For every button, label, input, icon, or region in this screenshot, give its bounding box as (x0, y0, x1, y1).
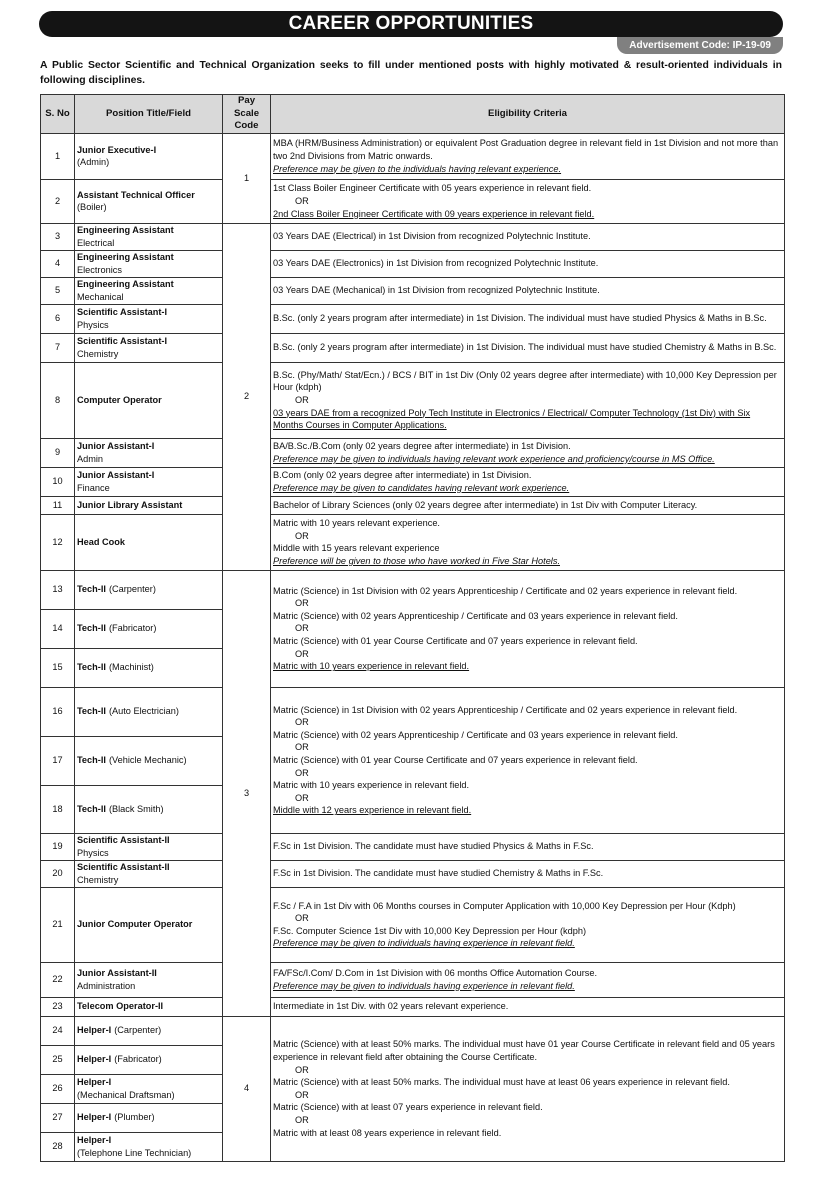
eligibility-criteria (271, 467, 785, 496)
eligibility-criteria (271, 860, 785, 887)
pay-scale-code: 2 (223, 223, 271, 570)
row-position (75, 1074, 223, 1103)
row-serial-number: 24 (41, 1016, 75, 1045)
position-field: (Admin) (77, 157, 110, 168)
row-position (75, 570, 223, 609)
row-position (75, 1103, 223, 1132)
position-field: Physics (77, 319, 109, 330)
position-field: (Auto Electrician) (108, 706, 179, 717)
position-title: Scientific Assistant-I (77, 336, 168, 347)
criteria-or-separator: OR (295, 767, 309, 778)
criteria-line: Matric (Science) in 1st Division with 02 years Apprenticeship / Certificate and 02 years experience in relevant field. (273, 704, 738, 715)
table-row (41, 333, 785, 362)
position-field: (Vehicle Mechanic) (108, 755, 187, 766)
position-field: Chemistry (77, 874, 119, 885)
row-position (75, 362, 223, 438)
row-position (75, 304, 223, 333)
table-row (41, 962, 785, 997)
position-title: Telecom Operator-II (77, 1001, 164, 1012)
criteria-line: Matric (Science) with at least 50% marks. The individual must have 01 year Course Certificate in relevant field and 05 years experience in relevant field after obtaining the Course Certificate. (273, 1039, 775, 1062)
criteria-line: MBA (HRM/Business Administration) or equivalent Post Graduation degree in relevant field in 1st Division and not more than two 2nd Divisions from Matric onwards. (273, 138, 779, 161)
row-serial-number: 14 (41, 609, 75, 648)
row-serial-number: 25 (41, 1045, 75, 1074)
position-title: Junior Assistant-I (77, 470, 155, 481)
table-header-row (41, 95, 785, 134)
eligibility-criteria (271, 333, 785, 362)
position-field: Mechanical (77, 291, 124, 302)
header-pay-scale-code: Pay Scale Code (223, 95, 271, 134)
table-row (41, 687, 785, 736)
row-serial-number: 15 (41, 648, 75, 687)
position-title: Tech-II (77, 584, 106, 595)
row-serial-number: 19 (41, 833, 75, 860)
row-serial-number: 28 (41, 1132, 75, 1161)
criteria-line: FA/FSc/I.Com/ D.Com in 1st Division with 06 months Office Automation Course. (273, 968, 598, 979)
criteria-line: BA/B.Sc./B.Com (only 02 years degree after intermediate) in 1st Division. (273, 441, 571, 452)
eligibility-criteria (271, 514, 785, 570)
header-eligibility: Eligibility Criteria (271, 95, 785, 134)
row-serial-number: 12 (41, 514, 75, 570)
criteria-line: Matric (Science) with at least 07 years experience in relevant field. (273, 1102, 543, 1113)
position-title: Engineering Assistant (77, 279, 174, 290)
position-title: Junior Computer Operator (77, 919, 193, 930)
row-serial-number: 10 (41, 467, 75, 496)
position-title: Scientific Assistant-II (77, 862, 170, 873)
criteria-line: Matric with at least 08 years experience in relevant field. (273, 1127, 502, 1138)
position-field: (Plumber) (114, 1112, 155, 1123)
table-row (41, 250, 785, 277)
criteria-line: Preference may be given to individuals having experience in relevant field. (273, 980, 575, 991)
position-title: Tech-II (77, 803, 106, 814)
advertisement-code-badge: Advertisement Code: IP-19-09 (617, 37, 783, 54)
row-serial-number: 7 (41, 333, 75, 362)
row-position (75, 609, 223, 648)
position-title: Junior Executive-I (77, 144, 157, 155)
criteria-or-separator: OR (295, 598, 309, 609)
criteria-or-separator: OR (295, 1064, 309, 1075)
position-field: Electronics (77, 264, 122, 275)
eligibility-criteria (271, 223, 785, 250)
eligibility-criteria (271, 277, 785, 304)
position-field: (Black Smith) (108, 803, 164, 814)
row-position (75, 133, 223, 179)
eligibility-criteria (271, 438, 785, 467)
row-serial-number: 5 (41, 277, 75, 304)
row-position (75, 438, 223, 467)
table-row (41, 277, 785, 304)
criteria-line: Middle with 12 years experience in relevant field. (273, 805, 472, 816)
criteria-line: 1st Class Boiler Engineer Certificate with 05 years experience in relevant field. (273, 183, 592, 194)
criteria-or-separator: OR (295, 648, 309, 659)
header-position: Position Title/Field (75, 95, 223, 134)
position-title: Helper-I (77, 1054, 112, 1065)
criteria-line: Preference may be given to individuals having experience in relevant field. (273, 938, 575, 949)
position-title: Helper-I (77, 1025, 112, 1036)
criteria-or-separator: OR (295, 394, 309, 405)
criteria-line: Preference may be given to candidates having relevant work experience. (273, 482, 570, 493)
row-position (75, 1045, 223, 1074)
row-serial-number: 17 (41, 736, 75, 785)
eligibility-criteria (271, 304, 785, 333)
criteria-or-separator: OR (295, 717, 309, 728)
criteria-line: 03 Years DAE (Mechanical) in 1st Division from recognized Polytechnic Institute. (273, 285, 600, 296)
position-title: Tech-II (77, 706, 106, 717)
eligibility-criteria (271, 362, 785, 438)
criteria-or-separator: OR (295, 1114, 309, 1125)
criteria-line: F.Sc in 1st Division. The candidate must have studied Chemistry & Maths in F.Sc. (273, 868, 604, 879)
criteria-line: F.Sc in 1st Division. The candidate must have studied Physics & Maths in F.Sc. (273, 841, 594, 852)
criteria-line: Matric (Science) with 02 years Apprenticeship / Certificate and 03 years experience in relevant field. (273, 729, 678, 740)
table-row (41, 133, 785, 179)
row-serial-number: 2 (41, 179, 75, 223)
position-title: Junior Library Assistant (77, 499, 183, 510)
table-row (41, 514, 785, 570)
criteria-line: Preference will be given to those who have worked in Five Star Hotels. (273, 555, 560, 566)
row-position (75, 962, 223, 997)
posts-table (40, 94, 785, 1162)
position-field: (Fabricator) (108, 623, 157, 634)
row-serial-number: 23 (41, 997, 75, 1016)
row-position (75, 514, 223, 570)
position-field: (Telephone Line Technician) (77, 1147, 192, 1158)
position-title: Helper-I (77, 1135, 112, 1146)
row-serial-number: 16 (41, 687, 75, 736)
eligibility-criteria (271, 997, 785, 1016)
position-field: Electrical (77, 237, 115, 248)
page-title: CAREER OPPORTUNITIES (39, 11, 783, 37)
criteria-line: Preference may be given to individuals having relevant work experience and proficiency/course in MS Office. (273, 453, 715, 464)
eligibility-criteria (271, 887, 785, 962)
intro-paragraph: A Public Sector Scientific and Technical Organization seeks to fill under mentioned posts with highly motivated & result-oriented individuals in following disciplines. (40, 60, 782, 86)
position-field: (Machinist) (108, 662, 154, 673)
row-position (75, 277, 223, 304)
table-row (41, 438, 785, 467)
row-position (75, 648, 223, 687)
table-row (41, 304, 785, 333)
position-title: Engineering Assistant (77, 252, 174, 263)
position-field: Finance (77, 482, 110, 493)
row-serial-number: 6 (41, 304, 75, 333)
table-row (41, 833, 785, 860)
position-title: Tech-II (77, 755, 106, 766)
table-row (41, 179, 785, 223)
pay-scale-code: 3 (223, 570, 271, 1016)
table-row (41, 1016, 785, 1045)
position-title: Computer Operator (77, 394, 162, 405)
row-position (75, 997, 223, 1016)
position-title: Assistant Technical Officer (77, 189, 195, 200)
row-position (75, 1132, 223, 1161)
criteria-line: B.Com (only 02 years degree after intermediate) in 1st Division. (273, 470, 532, 481)
row-serial-number: 22 (41, 962, 75, 997)
row-serial-number: 18 (41, 785, 75, 833)
position-field: (Boiler) (77, 202, 107, 213)
row-serial-number: 8 (41, 362, 75, 438)
table-row (41, 223, 785, 250)
criteria-line: Matric (Science) with 01 year Course Certificate and 07 years experience in relevant field. (273, 754, 638, 765)
position-title: Scientific Assistant-I (77, 307, 168, 318)
row-position (75, 223, 223, 250)
table-row (41, 570, 785, 609)
row-serial-number: 20 (41, 860, 75, 887)
row-position (75, 736, 223, 785)
row-position (75, 833, 223, 860)
row-position (75, 887, 223, 962)
position-title: Engineering Assistant (77, 225, 174, 236)
criteria-line: Matric with 10 years experience in relevant field. (273, 780, 470, 791)
position-field: (Mechanical Draftsman) (77, 1089, 175, 1100)
row-serial-number: 1 (41, 133, 75, 179)
criteria-or-separator: OR (295, 623, 309, 634)
position-title: Junior Assistant-II (77, 968, 157, 979)
row-serial-number: 21 (41, 887, 75, 962)
position-field: Physics (77, 847, 109, 858)
eligibility-criteria (271, 962, 785, 997)
criteria-or-separator: OR (295, 742, 309, 753)
position-title: Head Cook (77, 536, 125, 547)
row-serial-number: 3 (41, 223, 75, 250)
eligibility-criteria (271, 133, 785, 179)
criteria-line: Middle with 15 years relevant experience (273, 543, 440, 554)
row-position (75, 1016, 223, 1045)
criteria-line: Matric with 10 years experience in relevant field. (273, 661, 470, 672)
table-row (41, 887, 785, 962)
position-title: Tech-II (77, 623, 106, 634)
criteria-or-separator: OR (295, 913, 309, 924)
row-serial-number: 9 (41, 438, 75, 467)
table-row (41, 496, 785, 514)
row-position (75, 250, 223, 277)
criteria-line: Matric (Science) in 1st Division with 02 years Apprenticeship / Certificate and 02 years experience in relevant field. (273, 585, 738, 596)
row-position (75, 496, 223, 514)
criteria-or-separator: OR (295, 530, 309, 541)
row-position (75, 687, 223, 736)
row-serial-number: 26 (41, 1074, 75, 1103)
table-row (41, 362, 785, 438)
criteria-line: Matric with 10 years relevant experience. (273, 518, 440, 529)
row-position (75, 785, 223, 833)
position-title: Tech-II (77, 662, 106, 673)
row-position (75, 860, 223, 887)
table-row (41, 997, 785, 1016)
pay-scale-code: 1 (223, 133, 271, 223)
row-serial-number: 4 (41, 250, 75, 277)
eligibility-criteria (271, 570, 785, 687)
position-field: (Fabricator) (114, 1054, 162, 1065)
position-title: Helper-I (77, 1112, 112, 1123)
position-field: (Carpenter) (114, 1025, 162, 1036)
criteria-line: B.Sc. (Phy/Math/ Stat/Ecn.) / BCS / BIT in 1st Div (Only 02 years degree after intermediate) with 10,000 Key Depression per Hour (kdph) (273, 369, 777, 393)
criteria-or-separator: OR (295, 792, 309, 803)
position-title: Helper-I (77, 1077, 112, 1088)
position-title: Junior Assistant-I (77, 441, 155, 452)
criteria-line: F.Sc. Computer Science 1st Div with 10,000 Key Depression per Hour (kdph) (273, 925, 587, 936)
eligibility-criteria (271, 1016, 785, 1161)
criteria-line: F.Sc / F.A in 1st Div with 06 Months courses in Computer Application with 10,000 Key Depression per Hour (Kdph) (273, 900, 736, 911)
pay-scale-code: 4 (223, 1016, 271, 1161)
row-position (75, 179, 223, 223)
row-position (75, 467, 223, 496)
criteria-line: B.Sc. (only 2 years program after intermediate) in 1st Division. The individual must have studied Chemistry & Maths in B.Sc. (273, 342, 777, 353)
criteria-line: B.Sc. (only 2 years program after intermediate) in 1st Division. The individual must have studied Physics & Maths in B.Sc. (273, 313, 767, 324)
row-position (75, 333, 223, 362)
eligibility-criteria (271, 833, 785, 860)
position-field: (Carpenter) (108, 584, 156, 595)
eligibility-criteria (271, 687, 785, 833)
table-row (41, 467, 785, 496)
criteria-line: Matric (Science) with at least 50% marks. The individual must have at least 06 years experience in relevant field. (273, 1077, 730, 1088)
criteria-line: 03 Years DAE (Electrical) in 1st Division from recognized Polytechnic Institute. (273, 231, 591, 242)
criteria-line: 2nd Class Boiler Engineer Certificate with 09 years experience in relevant field. (273, 208, 595, 219)
criteria-or-separator: OR (295, 195, 309, 206)
header-sno: S. No (41, 95, 75, 134)
row-serial-number: 11 (41, 496, 75, 514)
criteria-line: Intermediate in 1st Div. with 02 years relevant experience. (273, 1001, 509, 1012)
eligibility-criteria (271, 496, 785, 514)
criteria-line: Preference may be given to the individuals having relevant experience. (273, 163, 562, 174)
row-serial-number: 13 (41, 570, 75, 609)
eligibility-criteria (271, 250, 785, 277)
criteria-line: Bachelor of Library Sciences (only 02 years degree after intermediate) in 1st Div with Computer Literacy. (273, 499, 698, 510)
criteria-or-separator: OR (295, 1089, 309, 1100)
row-serial-number: 27 (41, 1103, 75, 1132)
eligibility-criteria (271, 179, 785, 223)
position-field: Administration (77, 980, 136, 991)
criteria-line: 03 years DAE from a recognized Poly Tech Institute in Electronics / Electrical/ Computer Technology (1st Div) with Six Months Courses in Computer Applications. (273, 407, 751, 431)
criteria-line: Matric (Science) with 02 years Apprenticeship / Certificate and 03 years experience in relevant field. (273, 610, 678, 621)
criteria-line: Matric (Science) with 01 year Course Certificate and 07 years experience in relevant field. (273, 636, 638, 647)
position-field: Chemistry (77, 348, 119, 359)
position-title: Scientific Assistant-II (77, 835, 170, 846)
position-field: Admin (77, 453, 104, 464)
table-row (41, 860, 785, 887)
criteria-line: 03 Years DAE (Electronics) in 1st Division from recognized Polytechnic Institute. (273, 258, 599, 269)
